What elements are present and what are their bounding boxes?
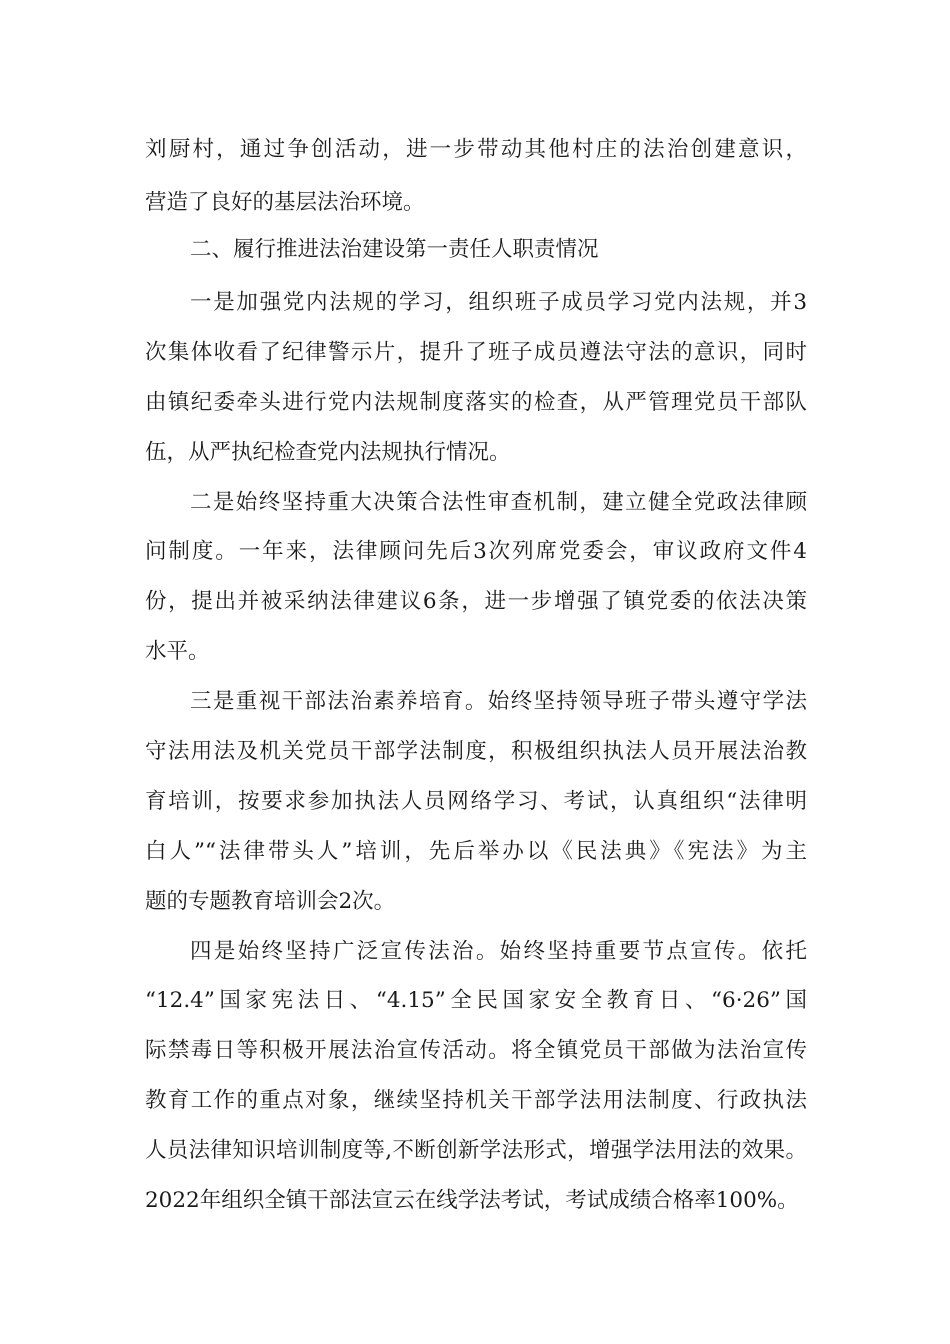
text-line: “12.4”国家宪法日、“4.15”全民国家安全教育日、“6·26”国	[145, 988, 807, 1013]
text-line: 一是加强党内法规的学习，组织班子成员学习党内法规，并3	[190, 290, 807, 315]
text-line: 水平。	[145, 639, 210, 664]
text-line: 二是始终坚持重大决策合法性审查机制，建立健全党政法律顾	[190, 490, 807, 515]
text-line: 题的专题教育培训会2次。	[145, 889, 396, 914]
text-line: 四是始终坚持广泛宣传法治。始终坚持重要节点宣传。依托	[190, 939, 807, 964]
section-heading: 二、履行推进法治建设第一责任人职责情况	[190, 237, 599, 262]
text-line: 次集体收看了纪律警示片，提升了班子成员遵法守法的意识，同时	[145, 340, 807, 365]
text-line: 问制度。一年来，法律顾问先后3次列席党委会，审议政府文件4	[145, 539, 807, 564]
text-line: 育培训，按要求参加执法人员网络学习、考试，认真组织“法律明	[145, 789, 807, 814]
text-line: 营造了良好的基层法治环境。	[145, 190, 425, 215]
text-line: 际禁毒日等积极开展法治宣传活动。将全镇党员干部做为法治宣传	[145, 1038, 807, 1063]
text-line: 守法用法及机关党员干部学法制度，积极组织执法人员开展法治教	[145, 739, 807, 764]
text-line: 2022年组织全镇干部法宣云在线学法考试，考试成绩合格率100%。	[145, 1188, 799, 1213]
text-line: 份，提出并被采纳法律建议6条，进一步增强了镇党委的依法决策	[145, 589, 807, 614]
text-line: 由镇纪委牵头进行党内法规制度落实的检查，从严管理党员干部队	[145, 390, 807, 415]
text-line: 教育工作的重点对象，继续坚持机关干部学法用法制度、行政执法	[145, 1088, 807, 1113]
text-line: 刘厨村，通过争创活动，进一步带动其他村庄的法治创建意识，	[145, 137, 807, 162]
text-line: 人员法律知识培训制度等,不断创新学法形式，增强学法用法的效果。	[145, 1138, 807, 1163]
text-line: 伍，从严执纪检查党内法规执行情况。	[145, 440, 511, 465]
text-line: 三是重视干部法治素养培育。始终坚持领导班子带头遵守学法	[190, 689, 807, 714]
text-line: 白人”“法律带头人”培训，先后举办以《民法典》《宪法》为主	[145, 839, 807, 864]
